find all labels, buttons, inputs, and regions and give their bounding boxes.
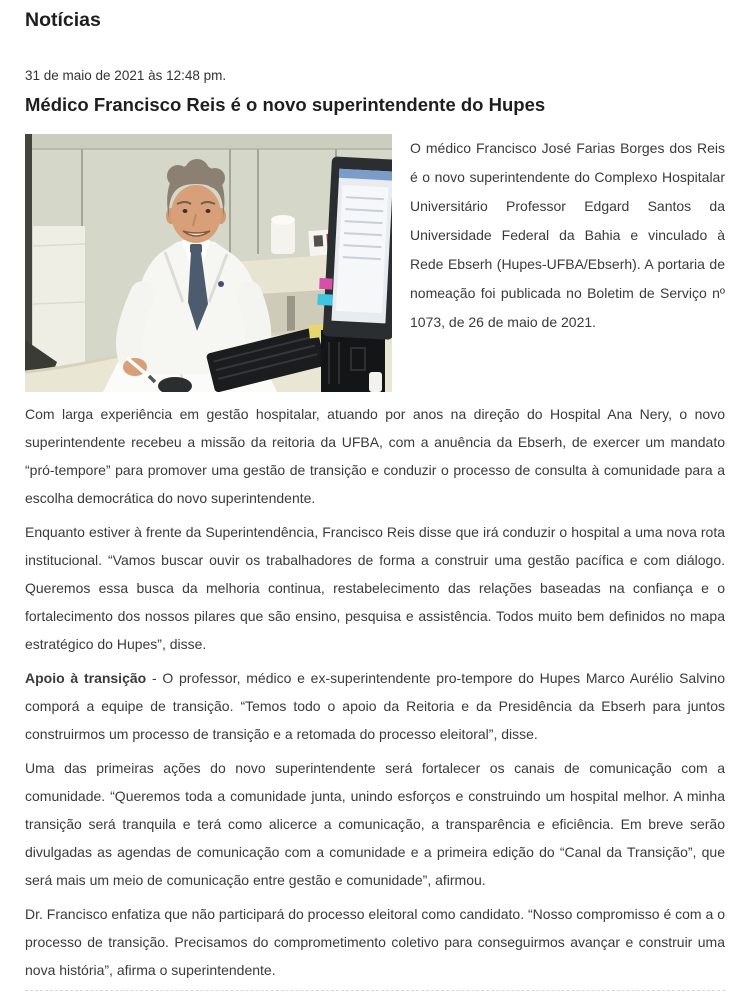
paragraph-3-text: - O professor, médico e ex-superintendente pro-tempore do Hupes Marco Aurélio Salvino comporá a equipe de transição. “Temos todo o apoio da Reitoria e da Presidência da Ebserh para juntos construirmos um processo de transição e a retomada do processo eleitoral”, disse. [25, 670, 725, 742]
article-title: Médico Francisco Reis é o novo superintendente do Hupes [25, 94, 546, 115]
article-paragraph-1: Com larga experiência em gestão hospitalar, atuando por anos na direção do Hospital Ana Nery, o novo superintendente recebeu a missão da reitoria da UFBA, com a anuência da Ebserh, de exercer um mandato “pró-tempore” para promover uma gestão de transição e conduzir o processo de consulta à comunidade para a escolha democrática do novo superintendente. [25, 406, 725, 506]
section-title: Notícias [25, 9, 101, 31]
article-lead-paragraph: O médico Francisco José Farias Borges dos Reis é o novo superintendente do Complexo Hospitalar Universitário Professor Edgard Santos da Universidade Federal da Bahia e vinculado à Rede Ebserh (Hupes-UFBA/Ebserh). A portaria de nomeação foi publicada no Boletim de Serviço nº 1073, de 26 de maio de 2021. [410, 140, 725, 330]
article-paragraph-5: Dr. Francisco enfatiza que não participará do processo eleitoral como candidato. “Nosso compromisso é com a o processo de transição. Precisamos do comprometimento coletivo para conseguirmos avançar e construir uma nova história”, afirma o superintendente. [25, 906, 725, 978]
article-paragraph-4: Uma das primeiras ações do novo superintendente será fortalecer os canais de comunicação com a comunidade. “Queremos toda a comunidade junta, unindo esforços e construindo um hospital melhor. A minha transição será tranquila e terá como alicerce a comunicação, a transparência e eficiência. Em breve serão divulgadas as agendas de comunicação com a comunidade e a primeira edição do “Canal da Transição”, que será mais um meio de comunicação entre gestão e comunidade”, afirmou. [25, 760, 725, 888]
article-body-top [25, 134, 725, 392]
article-date: 31 de maio de 2021 às 12:48 pm. [25, 68, 227, 83]
article-paragraph-2: Enquanto estiver à frente da Superintendência, Francisco Reis disse que irá conduzir o hospital a uma nova rota institucional. “Vamos buscar ouvir os trabalhadores de forma a construir uma gestão pacífica e com diálogo. Queremos essa busca da melhoria continua, restabelecimento das relações baseadas na confiança e o fortalecimento dos nossos pilares que são ensino, pesquisa e assistência. Todos muito bem definidos no mapa estratégico do Hupes”, disse. [25, 524, 725, 652]
article-photo-illustration [25, 134, 392, 392]
bottom-divider [25, 990, 725, 991]
article-paragraph-3 [25, 664, 725, 748]
article-photo [25, 134, 392, 392]
paragraph-3-bold-lead: Apoio à transição [25, 670, 147, 686]
